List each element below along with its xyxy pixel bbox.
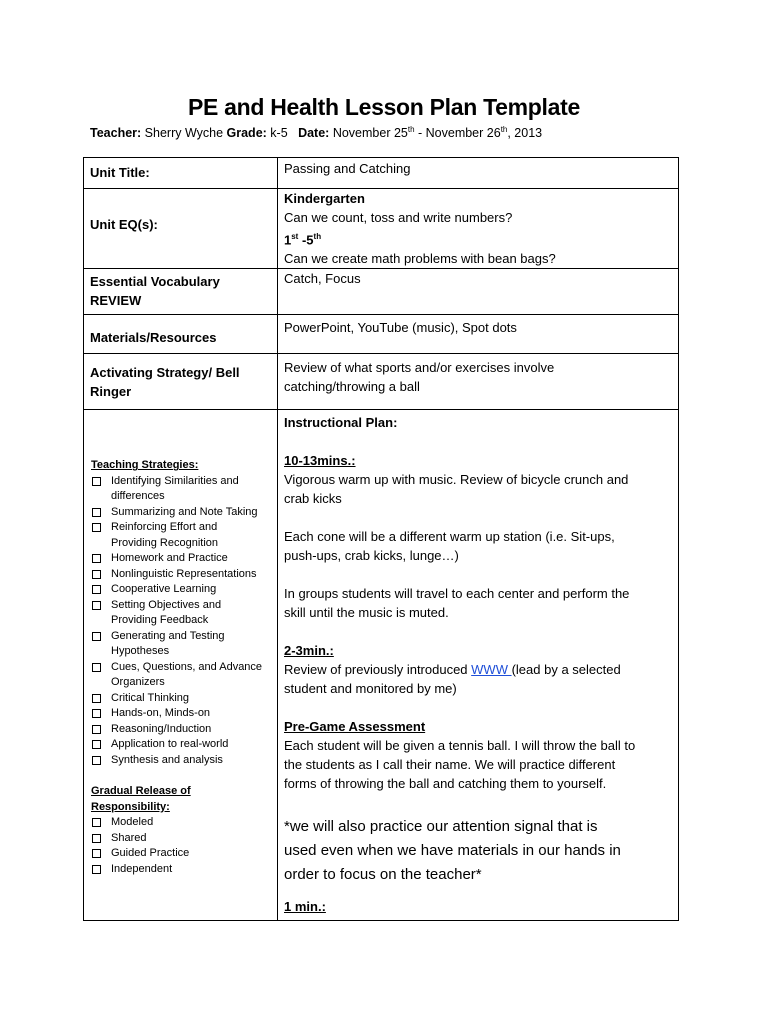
strategy-label-line: Reinforcing Effort and bbox=[111, 521, 218, 534]
groups-line-1: In groups students will travel to each center and perform the bbox=[284, 586, 630, 602]
checkbox-icon[interactable] bbox=[92, 740, 101, 749]
materials-label: Materials/Resources bbox=[90, 330, 217, 346]
activating-label-line-2: Ringer bbox=[90, 384, 132, 400]
strategy-label bbox=[111, 582, 216, 598]
activating-label-line-1: Activating Strategy/ Bell bbox=[90, 365, 240, 381]
strategy-label bbox=[111, 520, 218, 551]
gradual-release-heading: Gradual Release of Responsibility: bbox=[91, 785, 191, 813]
unit-eq-value-cell bbox=[278, 189, 679, 269]
grade-value: k-5 bbox=[266, 126, 288, 141]
gradual-release-list bbox=[91, 815, 270, 877]
vocabulary-label bbox=[84, 269, 277, 310]
strategy-label bbox=[111, 722, 211, 738]
materials-value-cell bbox=[278, 315, 679, 354]
strategy-label-line: Cooperative Learning bbox=[111, 583, 217, 596]
release-label: Guided Practice bbox=[111, 847, 190, 860]
vocabulary-label-cell bbox=[84, 269, 278, 315]
strategy-item bbox=[91, 505, 270, 521]
segment-2-post: (lead by a selected bbox=[511, 662, 621, 678]
strategy-item bbox=[91, 520, 270, 551]
date-start: November 25 bbox=[329, 126, 408, 141]
strategy-item bbox=[91, 753, 270, 769]
strategy-label bbox=[111, 505, 258, 521]
strategy-item bbox=[91, 691, 270, 707]
grade-label: Grade: bbox=[226, 126, 267, 141]
unit-title-value-cell bbox=[278, 158, 679, 189]
cone-line-2: push-ups, crab kicks, lunge…) bbox=[284, 548, 459, 564]
strategy-item bbox=[91, 551, 270, 567]
strategy-item bbox=[91, 629, 270, 660]
activating-value-line-1: Review of what sports and/or exercises involve bbox=[284, 360, 555, 376]
strategy-item bbox=[91, 474, 270, 505]
checkbox-icon[interactable] bbox=[92, 834, 101, 843]
strategy-label-line: Synthesis and analysis bbox=[111, 753, 223, 766]
unit-title-label: Unit Title: bbox=[90, 165, 150, 180]
lesson-plan-table bbox=[83, 157, 679, 921]
strategy-item bbox=[91, 737, 270, 753]
checkbox-icon[interactable] bbox=[92, 849, 101, 858]
strategy-label-line: Hypotheses bbox=[111, 645, 170, 658]
strategy-item bbox=[91, 598, 270, 629]
strategy-label-line: Critical Thinking bbox=[111, 691, 190, 704]
assessment-line-1: Each student will be given a tennis ball. I will throw the ball to bbox=[284, 738, 636, 754]
date-label: Date: bbox=[298, 126, 330, 141]
checkbox-icon[interactable] bbox=[92, 585, 101, 594]
strategy-label bbox=[111, 474, 239, 505]
grades-question: Can we create math problems with bean bags? bbox=[284, 251, 556, 267]
segment-2-pre: Review of previously introduced bbox=[284, 662, 472, 678]
checkbox-icon[interactable] bbox=[92, 523, 101, 532]
kindergarten-question: Can we count, toss and write numbers? bbox=[284, 210, 513, 225]
unit-eq-values bbox=[278, 189, 678, 268]
teaching-strategies-list bbox=[91, 474, 270, 769]
strategy-item bbox=[91, 567, 270, 583]
checkbox-icon[interactable] bbox=[92, 601, 101, 610]
strategy-label bbox=[111, 629, 225, 660]
materials-value: PowerPoint, YouTube (music), Spot dots bbox=[284, 320, 517, 336]
checkbox-icon[interactable] bbox=[92, 756, 101, 765]
teacher-label: Teacher: bbox=[90, 126, 142, 141]
instructional-plan-cell bbox=[278, 410, 679, 921]
www-link[interactable]: WWW bbox=[471, 662, 512, 678]
strategy-label bbox=[111, 737, 228, 753]
grades-heading bbox=[284, 227, 672, 249]
grades-start-sup: st bbox=[291, 232, 299, 241]
strategy-item bbox=[91, 706, 270, 722]
strategy-label-line: Reasoning/Induction bbox=[111, 722, 212, 735]
strategy-label bbox=[111, 660, 262, 691]
segment-1-line-1: Vigorous warm up with music. Review of bicycle crunch and bbox=[284, 472, 629, 488]
strategy-label bbox=[111, 567, 257, 583]
segment-2-line-2: student and monitored by me) bbox=[284, 681, 457, 697]
release-label: Independent bbox=[111, 862, 173, 875]
release-item bbox=[91, 831, 270, 847]
materials-label-cell bbox=[84, 315, 278, 354]
grades-end: -5 bbox=[298, 232, 314, 248]
segment-2-line-1 bbox=[284, 660, 672, 679]
attention-signal-line-2: used even when we have materials in our hands in bbox=[284, 842, 621, 860]
strategy-label-line: Cues, Questions, and Advance bbox=[111, 660, 263, 673]
strategies-cell bbox=[84, 410, 278, 921]
instructional-plan-row bbox=[84, 410, 679, 921]
assessment-line-3: forms of throwing the ball and catching them to yourself. bbox=[284, 776, 607, 792]
grades-start: 1 bbox=[284, 232, 292, 248]
segment-3-time: 1 min.: bbox=[284, 899, 326, 915]
strategies-panel bbox=[84, 410, 277, 877]
strategy-item bbox=[91, 582, 270, 598]
strategy-label-line: Organizers bbox=[111, 676, 165, 689]
instructional-plan bbox=[278, 410, 678, 916]
strategy-label-line: Hands-on, Minds-on bbox=[111, 707, 211, 720]
segment-1-time: 10-13mins.: bbox=[284, 453, 356, 469]
checkbox-icon[interactable] bbox=[92, 709, 101, 718]
groups-line-2: skill until the music is muted. bbox=[284, 605, 449, 621]
unit-title-value: Passing and Catching bbox=[284, 161, 411, 176]
unit-title-label-cell bbox=[84, 158, 278, 189]
checkbox-icon[interactable] bbox=[92, 725, 101, 734]
cone-line-1: Each cone will be a different warm up station (i.e. Sit-ups, bbox=[284, 529, 615, 545]
activating-strategy-row bbox=[84, 354, 679, 410]
vocabulary-value: Catch, Focus bbox=[284, 271, 361, 287]
strategy-label-line: Generating and Testing bbox=[111, 629, 225, 642]
strategy-label-line: differences bbox=[111, 490, 165, 503]
checkbox-icon[interactable] bbox=[92, 865, 101, 874]
release-item bbox=[91, 815, 270, 831]
strategy-label bbox=[111, 551, 228, 567]
checkbox-icon[interactable] bbox=[92, 632, 101, 641]
strategy-label-line: Setting Objectives and bbox=[111, 598, 222, 611]
strategy-label-line: Identifying Similarities and bbox=[111, 474, 239, 487]
activating-label bbox=[84, 354, 277, 401]
strategy-label-line: Providing Recognition bbox=[111, 536, 219, 549]
grades-end-sup: th bbox=[313, 232, 322, 241]
date-start-sup: th bbox=[407, 125, 415, 134]
checkbox-icon[interactable] bbox=[92, 477, 101, 486]
vocabulary-label-line-1: Essential Vocabulary bbox=[90, 274, 220, 290]
strategy-item bbox=[91, 722, 270, 738]
segment-1-line-2: crab kicks bbox=[284, 491, 342, 507]
attention-signal-line-1: *we will also practice our attention signal that is bbox=[284, 818, 598, 836]
activating-value-line-2: catching/throwing a ball bbox=[284, 379, 420, 395]
strategy-label bbox=[111, 598, 221, 629]
strategy-label-line: Providing Feedback bbox=[111, 614, 209, 627]
activating-label-cell bbox=[84, 354, 278, 410]
activating-value-cell bbox=[278, 354, 679, 410]
vocabulary-row bbox=[84, 269, 679, 315]
strategy-label bbox=[111, 706, 210, 722]
document-title: PE and Health Lesson Plan Template bbox=[188, 94, 580, 120]
strategy-label bbox=[111, 691, 189, 707]
vocabulary-value-cell bbox=[278, 269, 679, 315]
checkbox-icon[interactable] bbox=[92, 570, 101, 579]
strategy-label-line: Nonlinguistic Representations bbox=[111, 567, 257, 580]
release-item bbox=[91, 862, 270, 878]
attention-signal-line-3: order to focus on the teacher* bbox=[284, 866, 482, 884]
checkbox-icon[interactable] bbox=[92, 818, 101, 827]
assessment-line-2: the students as I call their name. We will practice different bbox=[284, 757, 616, 773]
strategy-label-line: Application to real-world bbox=[111, 738, 229, 751]
unit-eq-label: Unit EQ(s): bbox=[90, 217, 158, 232]
materials-row bbox=[84, 315, 679, 354]
unit-title-row bbox=[84, 158, 679, 189]
unit-eq-row bbox=[84, 189, 679, 269]
kindergarten-heading: Kindergarten bbox=[284, 191, 365, 206]
strategy-label-line: Summarizing and Note Taking bbox=[111, 505, 258, 518]
vocabulary-label-line-2: REVIEW bbox=[90, 293, 142, 309]
segment-2-time: 2-3min.: bbox=[284, 643, 334, 659]
checkbox-icon[interactable] bbox=[92, 508, 101, 517]
teaching-strategies-heading: Teaching Strategies: bbox=[91, 459, 199, 472]
checkbox-icon[interactable] bbox=[92, 554, 101, 563]
strategy-label bbox=[111, 753, 223, 769]
date-end-sup: th bbox=[500, 125, 508, 134]
release-label: Modeled bbox=[111, 816, 154, 829]
checkbox-icon[interactable] bbox=[92, 694, 101, 703]
pre-game-assessment-heading: Pre-Game Assessment bbox=[284, 719, 426, 735]
date-end: - November 26 bbox=[414, 126, 501, 141]
checkbox-icon[interactable] bbox=[92, 663, 101, 672]
strategy-label-line: Homework and Practice bbox=[111, 552, 228, 565]
teacher-name: Sherry Wyche bbox=[141, 126, 227, 141]
lesson-meta bbox=[90, 125, 542, 140]
instructional-plan-heading: Instructional Plan: bbox=[284, 415, 398, 431]
activating-value bbox=[278, 354, 678, 396]
strategy-item bbox=[91, 660, 270, 691]
date-year: , 2013 bbox=[507, 126, 543, 141]
release-item bbox=[91, 846, 270, 862]
unit-eq-label-cell bbox=[84, 189, 278, 269]
release-label: Shared bbox=[111, 831, 147, 844]
